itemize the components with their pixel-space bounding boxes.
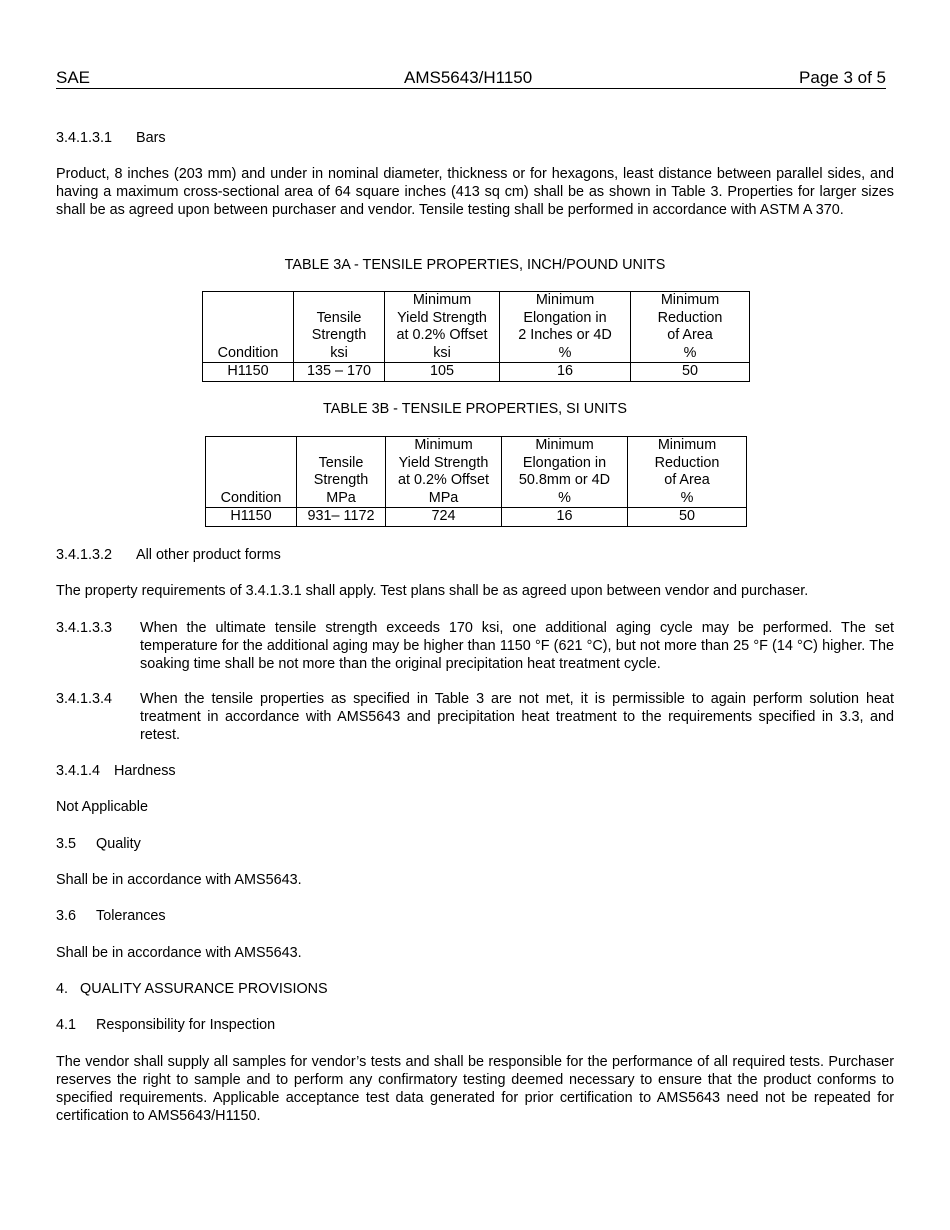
header-page-number: Page 3 of 5 bbox=[799, 68, 886, 87]
header-cell: Minimum Elongation in 2 Inches or 4D % bbox=[500, 292, 631, 363]
paragraph-bars: Product, 8 inches (203 mm) and under in nominal diameter, thickness or for hexagons, least distance between parallel sides, and having a maximum cross-sectional area of 64 square inches (413 sq cm) shall be as shown in Table 3. Properties for larger sizes shall be as agreed upon between purchaser and vendor. Tensile testing shall be performed in accordance with ASTM A 370. bbox=[56, 166, 894, 218]
paragraph-other-forms: The property requirements of 3.4.1.3.1 shall apply. Test plans shall be as agreed upon between vendor and purchaser. bbox=[56, 583, 809, 599]
section-heading-4-1: 4.1 Responsibility for Inspection bbox=[56, 1017, 276, 1033]
section-heading-3-4-1-3-2: 3.4.1.3.2 All other product forms bbox=[56, 547, 281, 563]
section-heading-3-6: 3.6 Tolerances bbox=[56, 908, 166, 924]
table-3b-caption: TABLE 3B - TENSILE PROPERTIES, SI UNITS bbox=[323, 401, 627, 417]
table-3a-caption: TABLE 3A - TENSILE PROPERTIES, INCH/POUND UNITS bbox=[284, 257, 666, 273]
section-heading-3-5: 3.5 Quality bbox=[56, 836, 141, 852]
table-3b bbox=[205, 436, 747, 527]
header-doc-id: AMS5643/H1150 bbox=[404, 68, 533, 87]
section-heading-4: 4. QUALITY ASSURANCE PROVISIONS bbox=[56, 981, 328, 997]
header-org: SAE bbox=[56, 68, 91, 87]
header-cell: Tensile Strength MPa bbox=[297, 437, 386, 508]
paragraph-quality: Shall be in accordance with AMS5643. bbox=[56, 872, 302, 888]
paragraph-responsibility: The vendor shall supply all samples for vendor’s tests and shall be responsible for the performance of all required tests. Purchaser reserves the right to sample and to perform any confirmatory testing deemed necessary to ensure that the product conforms to specified requirements. Applicable acceptance test data generated for prior certification to AMS5643 need not be repeated for certification to AMS5643/H1150. bbox=[56, 1054, 894, 1124]
table-row: H1150 931– 1172 724 16 50 bbox=[206, 508, 747, 527]
header-cell: Minimum Yield Strength at 0.2% Offset MPa bbox=[386, 437, 502, 508]
header-cell: Minimum Elongation in 50.8mm or 4D % bbox=[502, 437, 628, 508]
paragraph-tolerances: Shall be in accordance with AMS5643. bbox=[56, 945, 302, 961]
header-cell: Minimum Reduction of Area % bbox=[631, 292, 750, 363]
section-3-4-1-3-3: 3.4.1.3.3 When the ultimate tensile strength exceeds 170 ksi, one additional aging cycle may be performed. The set temperature for the additional aging may be higher than 1150 °F (621 °C), but not more than 25 °F (14 °C) higher. The soaking time shall be not more than the original precipitation heat treatment cycle. bbox=[56, 620, 894, 672]
section-heading-3-4-1-4: 3.4.1.4 Hardness bbox=[56, 763, 176, 779]
header-cell: Condition bbox=[206, 437, 297, 508]
table-3a bbox=[202, 291, 750, 382]
header-cell: Condition bbox=[203, 292, 294, 363]
paragraph-hardness: Not Applicable bbox=[56, 799, 148, 815]
section-heading-3-4-1-3-1: 3.4.1.3.1 Bars bbox=[56, 130, 166, 146]
header-cell: Tensile Strength ksi bbox=[294, 292, 385, 363]
section-3-4-1-3-4: 3.4.1.3.4 When the tensile properties as specified in Table 3 are not met, it is permissible to again perform solution heat treatment in accordance with AMS5643 and precipitation heat treatment to the requirements specified in 3.3, and retest. bbox=[56, 691, 894, 743]
table-row: H1150 135 – 170 105 16 50 bbox=[203, 363, 750, 382]
header-cell: Minimum Reduction of Area % bbox=[628, 437, 747, 508]
header-cell: Minimum Yield Strength at 0.2% Offset ksi bbox=[385, 292, 500, 363]
page-header bbox=[56, 68, 886, 89]
